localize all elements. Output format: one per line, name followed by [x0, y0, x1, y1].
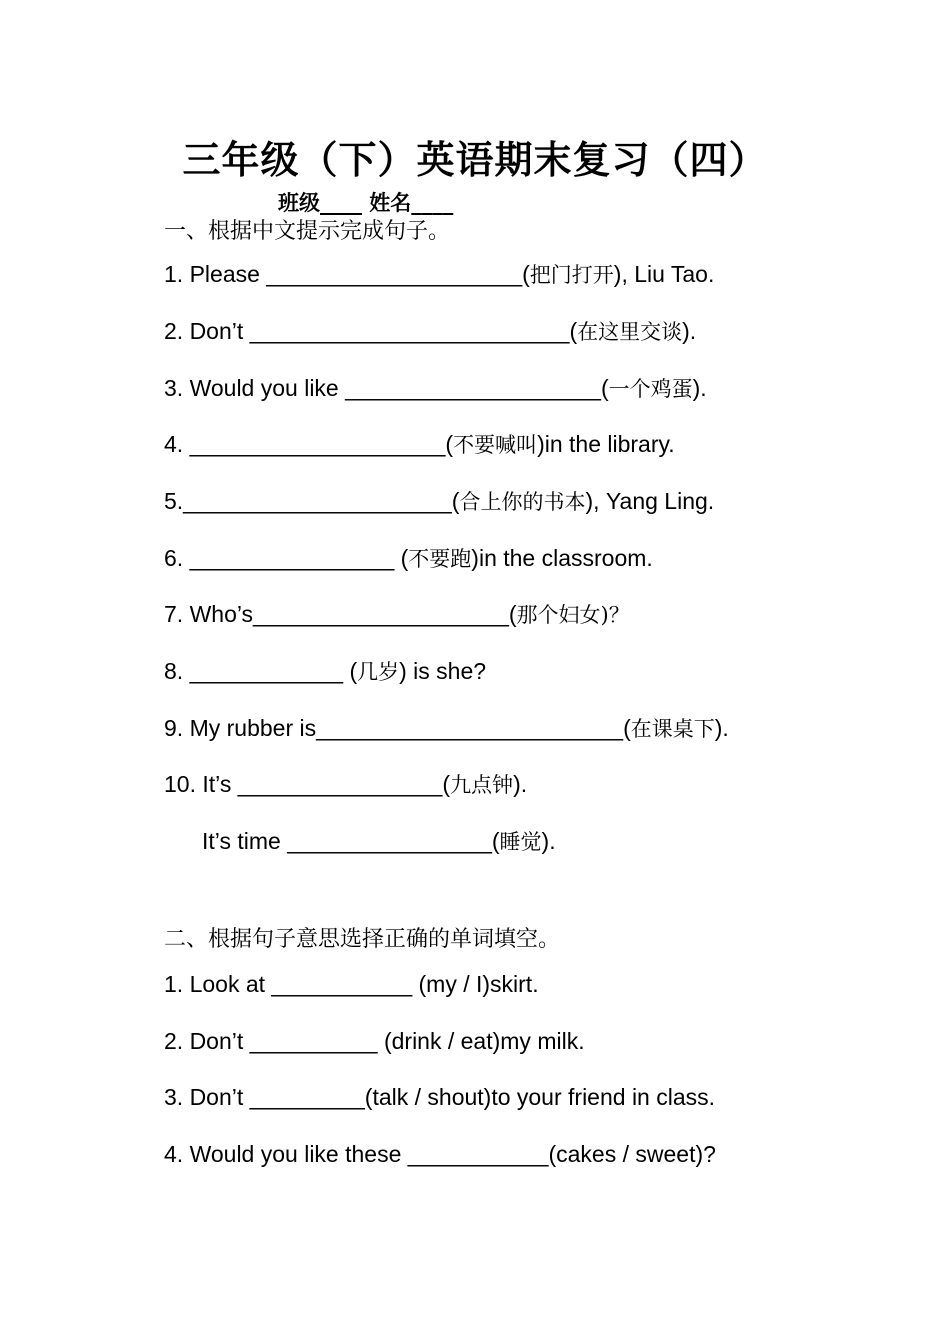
s1-question-9: [164, 712, 729, 745]
question-text: 6. ________________ (: [164, 545, 409, 571]
chinese-hint: 把门打开: [529, 263, 614, 287]
chinese-hint: 不要喊叫: [453, 433, 538, 457]
s2-question-1: 1. Look at ___________ (my / I)skirt.: [164, 971, 539, 997]
question-text: ).: [682, 318, 697, 344]
question-text: 5._____________________(: [164, 488, 460, 514]
question-text: ).: [692, 375, 707, 401]
question-text: ), Yang Ling.: [585, 488, 715, 514]
s2-question-4: 4. Would you like these ___________(cakes / sweet)?: [164, 1141, 716, 1167]
section-1-heading: 一、根据中文提示完成句子。: [164, 219, 451, 244]
question-text: 7. Who’s____________________(: [164, 601, 517, 627]
question-text: 10. It’s ________________(: [164, 771, 451, 797]
question-text: 2. Don’t _________________________(: [164, 318, 578, 344]
question-text: 1. Please ____________________(: [164, 261, 530, 287]
s1-question-4: [164, 428, 675, 461]
s1-question-10: [164, 768, 527, 801]
question-text: 3. Would you like ____________________(: [164, 375, 609, 401]
s2-question-2: 2. Don’t __________ (drink / eat)my milk.: [164, 1028, 585, 1054]
question-text: It’s time ________________(: [202, 828, 500, 854]
chinese-hint: 那个妇女: [516, 603, 601, 627]
question-text: )in the library.: [537, 431, 675, 457]
s1-question-8: [164, 655, 486, 688]
s1-question-5: [164, 485, 714, 518]
chinese-hint: 不要跑: [408, 547, 472, 571]
question-text: 8. ____________ (: [164, 658, 358, 684]
chinese-hint: 在课桌下: [630, 717, 715, 741]
question-text: ).: [541, 828, 556, 854]
question-text: ).: [714, 715, 729, 741]
class-name-line: 班级____ 姓名____: [278, 191, 454, 215]
chinese-hint: 一个鸡蛋: [608, 377, 693, 401]
chinese-hint: 在这里交谈: [577, 320, 683, 344]
question-text: 9. My rubber is________________________(: [164, 715, 631, 741]
s1-question-10-part-2: [202, 825, 556, 858]
s1-question-1: [164, 258, 714, 291]
question-text: ).: [513, 771, 528, 797]
question-text: ), Liu Tao.: [613, 261, 715, 287]
chinese-hint: 九点钟: [450, 773, 514, 797]
question-text: )？: [600, 603, 630, 627]
chinese-hint: 睡觉: [499, 830, 542, 854]
s1-question-2: [164, 315, 696, 348]
chinese-hint: 几岁: [357, 660, 400, 684]
s1-question-7: [164, 598, 630, 631]
section-2-heading: 二、根据句子意思选择正确的单词填空。: [164, 927, 561, 952]
question-text: ) is she?: [399, 658, 487, 684]
s1-question-3: [164, 372, 707, 405]
s1-question-6: [164, 542, 653, 575]
chinese-hint: 合上你的书本: [459, 490, 586, 514]
s2-question-3: 3. Don’t _________(talk / shout)to your friend in class.: [164, 1084, 716, 1110]
page-title: 三年级（下）英语期末复习（四）: [182, 138, 768, 182]
question-text: 4. ____________________(: [164, 431, 454, 457]
question-text: )in the classroom.: [471, 545, 653, 571]
